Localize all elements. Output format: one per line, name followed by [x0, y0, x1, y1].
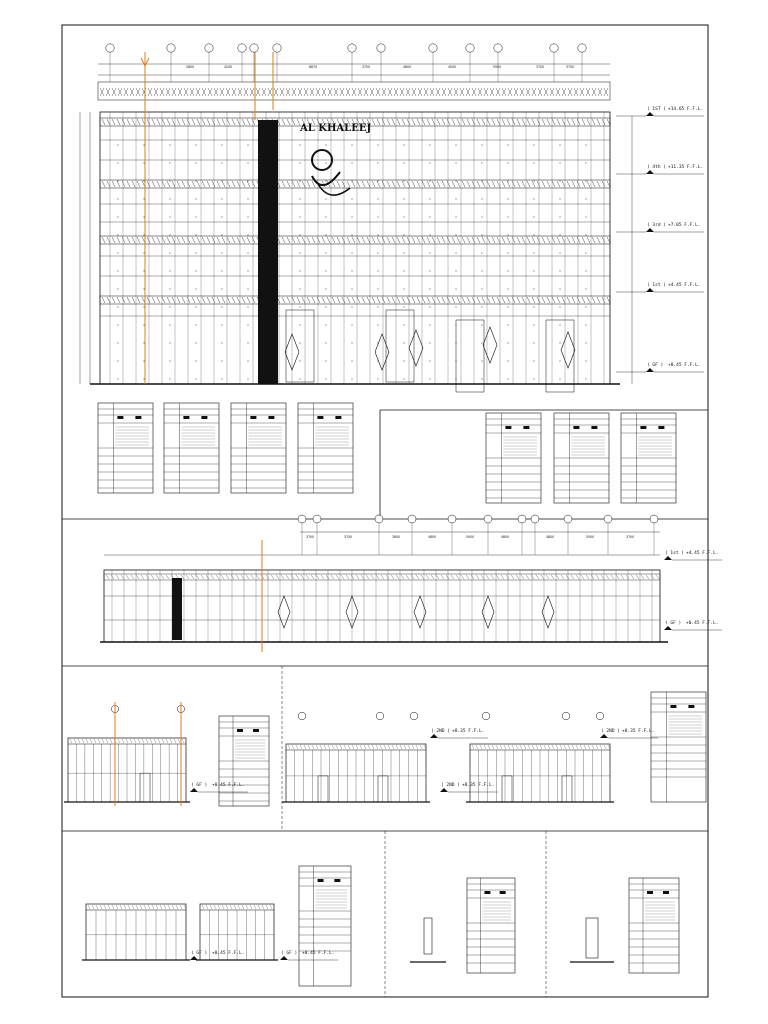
level-value: +14.65 F.F.L.: [668, 107, 704, 112]
schedule-table: [621, 413, 676, 503]
grid-bubble: [604, 515, 612, 523]
grid-bubble: [578, 44, 586, 52]
left-vertical-dimensions: [80, 112, 90, 384]
level-tag: ( 1st ): [665, 551, 684, 556]
level-tag: ( GF ): [281, 951, 298, 956]
entrance-diamond-panels: [285, 310, 575, 392]
feature-column: [258, 120, 278, 384]
schedule-table: [298, 403, 353, 493]
main-grid-axes: [106, 44, 586, 82]
grid-bubble: [298, 712, 306, 720]
grid-bubble: [375, 515, 383, 523]
dimension-label: 8870: [308, 65, 318, 69]
level-marker: [600, 728, 658, 738]
level-value: +0.45 F.F.L.: [668, 363, 701, 368]
schedule-table: [219, 716, 269, 806]
main-dimension-line: [98, 64, 610, 75]
schedule-table: [651, 692, 706, 802]
main-dimension-labels: [186, 65, 574, 69]
level-marker: [616, 164, 704, 174]
dimension-label: 4500: [447, 65, 457, 69]
level-marker: [440, 782, 498, 792]
grid-bubble: [429, 44, 437, 52]
side-dimension-labels: [306, 535, 634, 539]
level-value: +0.45 F.F.L.: [302, 951, 335, 956]
main-level-markers: [616, 106, 704, 384]
dimension-label: 3750: [565, 65, 575, 69]
schedule-table: [554, 413, 609, 503]
dimension-label: 3750: [343, 535, 353, 539]
side-facade-mullions: [112, 570, 652, 642]
level-tag: ( GF ): [191, 783, 208, 788]
diamond-panel: [375, 334, 389, 370]
schedule-table: [486, 413, 541, 503]
dimension-label: 3750: [361, 65, 371, 69]
level-value: +8.35 F.F.L.: [622, 729, 655, 734]
diamond-panel: [561, 332, 575, 368]
mini-elevation: [82, 904, 190, 960]
grid-bubble: [550, 44, 558, 52]
grid-bubble: [562, 712, 570, 720]
dimension-label: 3700: [535, 65, 545, 69]
level-marker: [190, 950, 248, 960]
main-elevation: [80, 44, 704, 392]
level-value: +4.45 F.F.L.: [686, 551, 719, 556]
mini-elevation: [466, 744, 614, 802]
level-tag: ( 1ST ): [647, 107, 666, 112]
side-elevation: [100, 515, 722, 652]
dimension-label: 5500: [492, 65, 502, 69]
side-diamond-panels: [278, 596, 554, 628]
sign-text: AL KHALEEJ: [300, 123, 372, 134]
level-marker: [616, 362, 704, 372]
main-facade-outline: [100, 112, 610, 384]
level-tag: ( 3rd ): [647, 223, 666, 228]
level-value: +4.45 F.F.L.: [668, 283, 701, 288]
grid-bubble: [106, 44, 114, 52]
grid-bubble: [564, 515, 572, 523]
level-value: +8.35 F.F.L.: [462, 783, 495, 788]
grid-bubble: [410, 712, 418, 720]
crown-ornament: [100, 88, 608, 96]
grid-bubble: [298, 515, 306, 523]
dimension-label: 4800: [427, 535, 437, 539]
level-tag: ( GF ): [665, 621, 682, 626]
diamond-panel: [414, 596, 426, 628]
diamond-panel: [409, 330, 423, 366]
level-value: +0.45 F.F.L.: [212, 951, 245, 956]
grid-bubble: [466, 44, 474, 52]
level-tag: ( 2ND ): [601, 729, 620, 734]
schedule-table: [299, 866, 351, 986]
grid-bubble: [650, 515, 658, 523]
side-facade-bands: [104, 574, 660, 620]
main-facade-mullions: [110, 112, 604, 384]
grid-bubble: [494, 44, 502, 52]
diamond-panel: [278, 596, 290, 628]
level-marker: [430, 728, 488, 738]
level-tag: ( 4th ): [647, 165, 666, 170]
grid-bubble: [531, 515, 539, 523]
level-value: +0.45 F.F.L.: [212, 783, 245, 788]
grid-bubble: [484, 515, 492, 523]
grid-bubble: [250, 44, 258, 52]
schedule-table: [164, 403, 219, 493]
dimension-label: 4800: [545, 535, 555, 539]
level-marker: [664, 550, 722, 560]
schedule-tables-upper: [98, 403, 676, 503]
dimension-label: 4800: [500, 535, 510, 539]
schedule-table: [231, 403, 286, 493]
level-marker: [664, 620, 722, 630]
grid-bubble: [596, 712, 604, 720]
highlighted-grid-lines: [141, 52, 273, 384]
mini-elevation: [282, 744, 430, 802]
diamond-panel: [542, 596, 554, 628]
grid-bubble: [348, 44, 356, 52]
level-value: +11.35 F.F.L.: [668, 165, 704, 170]
grid-bubble: [408, 515, 416, 523]
dimension-label: 4200: [223, 65, 233, 69]
level-tag: ( 2ND ): [441, 783, 460, 788]
grid-bubble: [448, 515, 456, 523]
grid-bubble: [238, 44, 246, 52]
dimension-label: 4800: [402, 65, 412, 69]
grid-bubble: [518, 515, 526, 523]
level-tag: ( GF ): [647, 363, 664, 368]
schedule-table: [629, 878, 679, 973]
dimension-label: 3800: [391, 535, 401, 539]
level-marker: [616, 106, 704, 116]
dimension-label: 3700: [305, 535, 315, 539]
side-dimension-line: [104, 532, 660, 555]
schedule-table: [467, 878, 515, 973]
sheet-frame: [62, 25, 708, 997]
dimension-label: 5500: [585, 535, 595, 539]
grid-bubble: [377, 44, 385, 52]
mini-elevation: [64, 738, 190, 802]
grid-bubble: [205, 44, 213, 52]
level-tag: ( GF ): [191, 951, 208, 956]
level-tag: ( 2ND ): [431, 729, 450, 734]
grid-bubble: [376, 712, 384, 720]
level-value: +0.45 F.F.L.: [686, 621, 719, 626]
diamond-panel: [483, 327, 497, 363]
dimension-label: 2800: [185, 65, 195, 69]
grid-bubble: [273, 44, 281, 52]
sign-logo: [299, 123, 371, 195]
grid-bubble: [482, 712, 490, 720]
grid-bubble: [313, 515, 321, 523]
level-value: +7.05 F.F.L.: [668, 223, 701, 228]
dimension-label: 5000: [465, 535, 475, 539]
level-marker: [616, 282, 704, 292]
grid-bubble: [167, 44, 175, 52]
dimension-label: 3700: [625, 535, 635, 539]
side-level-markers: [664, 550, 722, 630]
diamond-panel: [482, 596, 494, 628]
small-orange-axes: [115, 702, 181, 806]
level-marker: [616, 222, 704, 232]
schedule-table: [98, 403, 153, 493]
level-value: +8.35 F.F.L.: [452, 729, 485, 734]
level-tag: ( 1st ): [647, 283, 666, 288]
